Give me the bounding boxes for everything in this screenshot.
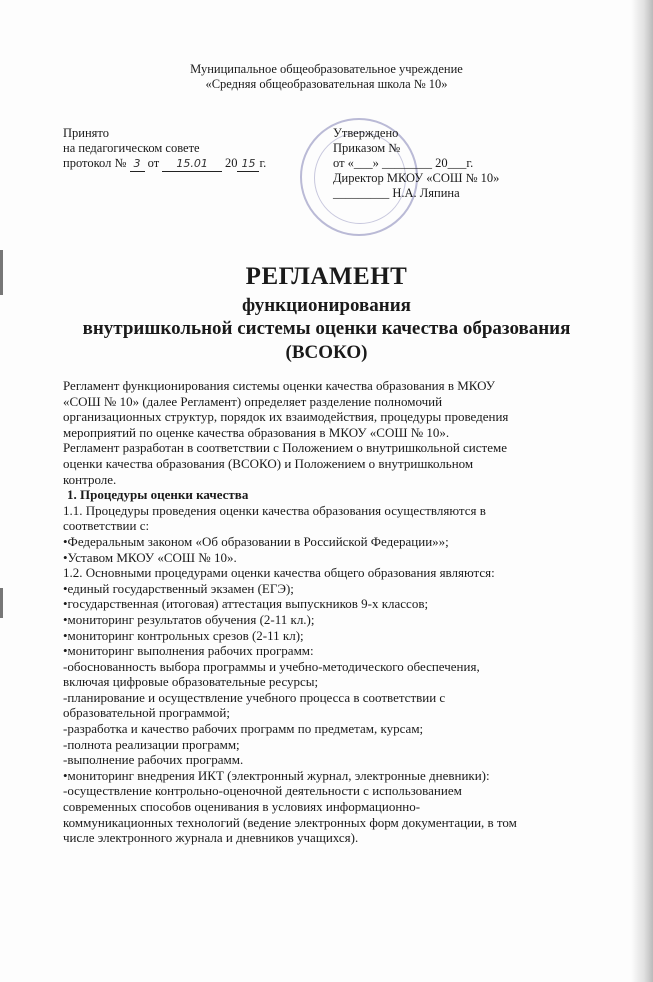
section-line: -полнота реализации программ; [63,736,240,752]
body-line: оценки качества образования (ВСОКО) и Положением о внутришкольном [63,455,474,471]
body-line: контроле. [63,471,117,487]
section-line: -осуществление контрольно-оценочной деятельности с использованием [63,783,462,799]
confirmed-title: Утверждено [333,126,399,140]
body-line: «СОШ № 10» (далее Регламент) определяет разделение полномочий [63,393,443,409]
confirmed-block [333,126,499,201]
document-body [63,378,633,846]
section-line: •мониторинг внедрения ИКТ (электронный журнал, электронные дневники): [63,767,490,783]
body-line: организационных структур, порядок их взаимодействия, процедуры проведения [63,409,509,425]
scan-edge-mark [0,588,3,618]
body-line: Регламент функционирования системы оценки качества образования в МКОУ [63,378,496,393]
section-line: •мониторинг результатов обучения (2-11 кл.); [63,611,315,627]
section-line: •мониторинг выполнения рабочих программ: [63,643,314,659]
confirmed-signature: _________ Н.А. Ляпина [333,186,460,200]
confirmed-date: от «___» ________ 20___г. [333,156,474,170]
protocol-label: протокол № [63,156,127,170]
protocol-year-suffix: г. [259,156,267,170]
section-line: -планирование и осуществление учебного процесса в соответствии с [63,689,446,705]
section-line: -разработка и качество рабочих программ по предметам, курсам; [63,721,424,737]
section-line: •Федеральным законом «Об образовании в Российской Федерации»»; [63,533,449,549]
section-line: включая цифровые образовательные ресурсы; [63,674,319,690]
protocol-date: 15.01 [162,156,222,172]
document-subtitle-3: (ВСОКО) [285,342,368,363]
section-line: 1.1. Процедуры проведения оценки качества образования осуществляются в [63,502,486,518]
confirmed-order: Приказом № [333,141,401,155]
document-title: РЕГЛАМЕНТ [245,263,408,290]
approved-title: Принято [63,126,109,140]
org-name-line1: Муниципальное общеобразовательное учреждение [190,62,463,76]
section-line: •Уставом МКОУ «СОШ № 10». [63,549,237,565]
org-name-line2: «Средняя общеобразовательная школа № 10» [205,77,448,91]
approved-block [63,126,266,172]
approved-protocol [63,156,266,172]
section-line: •единый государственный экзамен (ЕГЭ); [63,580,294,596]
protocol-year-prefix: 20 [224,156,238,170]
body-line: Регламент разработан в соответствии с Положением о внутришкольной системе [63,440,507,456]
section-line: 1.2. Основными процедурами оценки качества общего образования являются: [63,565,495,581]
section-line: соответствии с: [63,518,150,534]
section-line: современных способов оценивания в условиях информационно- [63,799,421,815]
section-line: числе электронного журнала и дневников учащихся). [63,830,359,846]
confirmed-director: Директор МКОУ «СОШ № 10» [333,171,500,185]
document-subtitle-1: функционирования [242,295,411,316]
document-subtitle-2: внутришкольной системы оценки качества образования [82,318,571,339]
scan-edge-shadow [631,0,653,982]
section-heading: 1. Процедуры оценки качества [67,487,249,503]
body-line: мероприятий по оценке качества образования в МКОУ «СОШ № 10». [63,424,450,440]
approved-council: на педагогическом совете [63,141,200,155]
section-line: -обоснованность выбора программы и учебно-методического обеспечения, [63,658,480,674]
protocol-year: 15 [237,156,259,172]
section-line: •мониторинг контрольных срезов (2-11 кл); [63,627,304,643]
section-line: коммуникационных технологий (ведение электронных форм документации, в том [63,814,517,830]
section-line: образовательной программой; [63,705,230,721]
section-line: •государственная (итоговая) аттестация выпускников 9-х классов; [63,596,429,612]
protocol-from: от [147,156,160,170]
protocol-number: 3 [130,156,145,172]
section-line: -выполнение рабочих программ. [63,752,244,768]
